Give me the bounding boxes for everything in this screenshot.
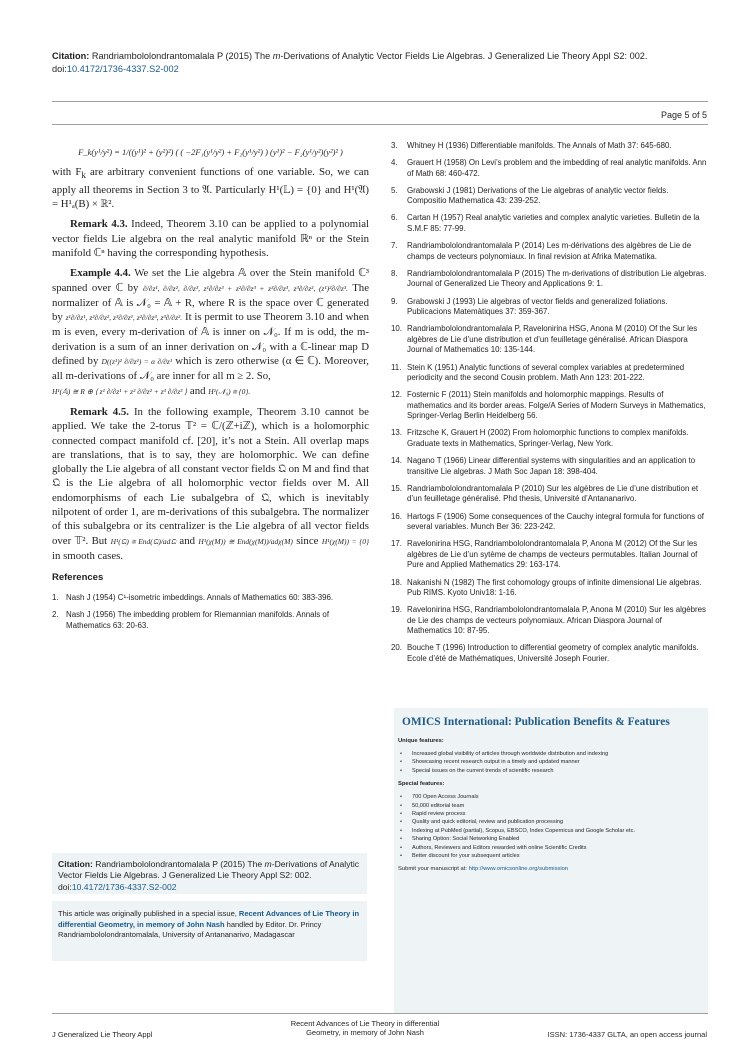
left-column — [52, 141, 369, 637]
example-4-4-cohomology-n0: H¹(𝒩₀) ≅ {0}. — [208, 386, 251, 396]
reference-item: 11. Stein K (1951) Analytic functions of several complex variables at predetermined periodicity and the second Cousin problem. Math Ann 123: 201-222. — [391, 362, 685, 383]
references-list-right — [391, 141, 707, 665]
header-citation-text-b: -Derivations of Analytic Vector Fields Lie Algebras. J Generalized Lie Theory Appl S2: 002. — [280, 51, 648, 61]
header-rule — [52, 101, 708, 102]
remark-4-5-label: Remark 4.5. — [70, 405, 129, 418]
references-heading: References — [52, 572, 104, 584]
reference-item: 12. Fosternic F (2011) Stein manifolds and holomorphic mappings. Results of mathematics and its border areas. Folge/A Series of Modern Surveys in Mathematics, Springer-Verlag Berlin Heidelberg 56. — [391, 390, 706, 421]
reference-item: 17. Ravelonirina HSG, Randriambololondrantomalala P, Anona M (2012) Of the Sur les algèbres de Lie d’un sytème de champs de vecteurs permutables. Italian Journal of Pure and Applied Mathematics 29: 163-174. — [391, 539, 698, 570]
submission-link[interactable]: http://www.omicsonline.org/submission — [468, 866, 569, 873]
special-issue-box: This article was originally published in a special issue, Recent Advances of Lie Theory in differential Geometry, in memory of John Nash handled by Editor. Dr. Princy Randriambololondrantomalala, University of Antananarivo, Madagascar — [52, 901, 367, 961]
remark-4-3: Remark 4.3. Indeed, Theorem 3.10 can be applied to a polynomial vector fields Lie algebra on the real analytic manifold ℝⁿ or the Stein manifold ℂⁿ having the corresponding hypothesis. — [52, 218, 369, 259]
citation-box-doi-link[interactable]: 10.4172/1736-4337.S2-002 — [71, 881, 177, 892]
list-item: • Authors, Reviewers and Editors rewarded with online Scientific Credits — [394, 844, 708, 852]
omics-title: OMICS International: Publication Benefits & Features — [402, 716, 670, 728]
reference-item: 7. Randriambololondrantomalala P (2014) Les m-dérivations des algèbres de Lie de champs de vecteurs polynomiaux. In final revision at Afrika Matematika. — [391, 241, 692, 261]
list-item: • 700 Open Access Journals — [394, 793, 708, 801]
right-column — [391, 141, 707, 671]
reference-item: 5. Grabowski J (1981) Derivations of the Lie algebras of analytic vector fields. Compositio Mathematica 43: 239-252. — [391, 185, 669, 206]
unique-features-label: Unique features: — [398, 738, 444, 744]
reference-item: 9. Grabowski J (1993) Lie algebras of vector fields and generalized foliations. Publicacions Matemàtiques 37: 359-367. — [391, 296, 668, 317]
footer-issn: ISSN: 1736-4337 GLTA, an open access journal — [547, 1030, 707, 1039]
remark-4-5: Remark 4.5. In the following example, Theorem 3.10 cannot be applied. We take the 2-torus 𝕋² = ℂ/(ℤ+iℤ), which is a holomorphic connected compact manifold cf. [20], it’s not a Stein. All overlap maps are translations, that is to say, they are holomorphic. We can define globally the Lie algebra of all constant vector fields 𝔔 on M and find that 𝔔 is the Lie algebra of all holomorphic vector fields over M. All endomorphisms of each Lie subalgebra of 𝔔, which is inevitably nilpotent of order 1, are m-derivations of this subalgebra. The normalizer of this subalgebra or its centralizer is the Lie algebra of all vector fields over 𝕋². But H¹(𝔔) ≅ End(𝔔)/ad𝔔 and H¹(χ(M)) ≅ End(χ(M))/adχ(M) since H¹(χ(M)) = {0} in smooth cases. — [52, 405, 370, 562]
header-citation-text-a: Randriambololondrantomalala P (2015) The — [91, 51, 273, 61]
reference-item: 6. Cartan H (1957) Real analytic varieties and complex analytic varieties. Bulletin de la S.M.F 85: 77-99. — [391, 213, 700, 234]
header-citation-label: Citation: — [52, 51, 90, 61]
reference-item: 8. Randriambololondrantomalala P (2015) The m-derivations of distribution Lie algebras. Journal of Generalized Lie Theory and Applications 9: 1. — [391, 268, 707, 289]
list-item: • 50,000 editorial team — [394, 802, 708, 810]
special-features-list — [394, 793, 708, 860]
list-item: • Indexing at PubMed (partial), Scopus, EBSCO, Index Copernicus and Google Scholar etc. — [394, 827, 708, 835]
paragraph-fk: with $F_k$ are arbitrary convenient functions of one variable. So, we can apply all theorems in Section 3 to 𝔄. Particularly H¹(𝕃) = {0} and H¹(𝔄) = H¹ₐ(B) × ℝ². — [52, 166, 369, 211]
reference-item: 15. Randriambololondrantomalala P (2010) Sur les algèbres de Lie d’une distribution et d’un feuilletage généralisé. Phd thesis, Université d’Antananarivo. — [391, 483, 699, 504]
reference-item: 14. Nagano T (1966) Linear differential systems with singularities and an application to transitive Lie algebras. J Math Soc Japan 18: 398-404. — [391, 456, 696, 476]
page-number: Page 5 of 5 — [660, 110, 707, 120]
list-item: • Sharing Option: Social Networking Enabled — [394, 835, 708, 843]
header-citation-m: m — [272, 51, 281, 61]
reference-item: 13. Fritzsche K, Grauert H (2002) From holomorphic functions to complex manifolds. Graduate texts in Mathematics, Springer-Verlag, New York. — [391, 428, 689, 449]
remark-4-5-formula-2: H¹(χ(M)) ≅ End(χ(M))/adχ(M) — [198, 536, 293, 546]
list-item: • Increased global visibility of articles through worldwide distribution and indexing — [394, 750, 708, 758]
equation-fk: F_k(y¹/y²) = 1/((y¹)² + (y²)²) ( ( −2F₁(y¹/y²) + F₂(y¹/y²) ) (y¹)² − F₂(y¹/y²)(y²)² ) — [78, 147, 343, 157]
list-item: • Special issues on the current trends of scientific research — [394, 767, 708, 775]
example-4-4: Example 4.4. We set the Lie algebra 𝔸 over the Stein manifold ℂ³ spanned over ℂ by ∂/∂z¹, ∂/∂z², ∂/∂z³, z¹∂/∂z³ + z²∂/∂z³ + z³∂/∂z³, z³∂/∂z², (z¹)²∂/∂z³. The normalizer of 𝔸 is 𝒩₀ = 𝔸 + R, where R is the space over ℂ generated by z¹∂/∂z¹, z²∂/∂z², z³∂/∂z¹, z²∂/∂z³, z³∂/∂z². It is permit to use Theorem 3.10 and when m is even, every m-derivation of 𝔸 is inner on 𝒩₀. If m is odd, the m-derivation is a sum of an inner derivation on 𝒩₀ with a ℂ-linear map D defined by D((z¹)² ∂/∂z¹) = α ∂/∂z¹ which is zero otherwise (α ∈ ℂ). Moreover, all m-derivations of 𝒩₀ are inner for all m ≥ 2. So, H¹(𝔸) ≅ R ⊕ ⟨ z¹ ∂/∂z¹ + z² ∂/∂z² + z³ ∂/∂z³ ⟩ and H¹(𝒩₀) ≅ {0}. — [52, 267, 369, 397]
reference-item: 19. Ravelonirina HSG, Randriambololondrantomalala P, Anona M (2010) Sur les algèbres de Lie des champs de vecteurs polynomiaux. African Diaspora Journal of Mathematics 10: 87-95. — [391, 605, 706, 636]
reference-item: 1. Nash J (1954) C¹-isometric imbeddings. Annals of Mathematics 60: 383-396. — [52, 593, 334, 603]
header-doi-link[interactable]: 10.4172/1736-4337.S2-002 — [66, 64, 179, 74]
unique-features-list — [394, 750, 708, 775]
reference-item: 4. Grauert H (1958) On Levi’s problem and the imbedding of real analytic manifolds. Ann of Math 68: 460-472. — [391, 158, 707, 178]
reference-item: 16. Hartogs F (1906) Some consequences of the Cauchy integral formula for functions of several variables. Munch Ber 36: 223-242. — [391, 511, 704, 532]
list-item: • Showcasing recent research output in a timely and updated manner — [394, 758, 708, 766]
references-list-left — [52, 593, 369, 631]
citation-box: Citation: Randriambololondrantomalala P (2015) The m-Derivations of Analytic Vector Fields Lie Algebras. J Generalized Lie Theory Appl S2: 002. doi:10.4172/1736-4337.S2-002 — [52, 853, 367, 894]
omics-content — [394, 738, 708, 872]
citation-box-label: Citation: — [58, 859, 93, 869]
remark-4-3-label: Remark 4.3. — [70, 218, 128, 231]
omics-benefits-box — [394, 708, 708, 1014]
footer-journal: J Generalized Lie Theory Appl — [52, 1030, 153, 1039]
example-4-4-span-formula: ∂/∂z¹, ∂/∂z², ∂/∂z³, z¹∂/∂z³ + z²∂/∂z³ + z³∂/∂z³, z³∂/∂z², (z¹)²∂/∂z³. — [142, 283, 348, 293]
list-item: • Quality and quick editorial, review and publication processing — [394, 818, 708, 826]
example-4-4-map-d: D((z¹)² ∂/∂z¹) = α ∂/∂z¹ — [101, 357, 173, 367]
special-features-label: Special features: — [398, 781, 445, 788]
remark-4-5-formula-1: H¹(𝔔) ≅ End(𝔔)/ad𝔔 — [110, 536, 177, 546]
page-rule — [52, 124, 708, 125]
reference-item: 18. Nakanishi N (1982) The first cohomology groups of infinite dimensional Lie algebras. Pub RIMS. Kyoto Univ18: 1-16. — [391, 577, 702, 598]
submit-manuscript: Submit your manuscript at: http://www.omicsonline.org/submission — [398, 866, 569, 873]
example-4-4-label: Example 4.4. — [70, 267, 131, 280]
special-issue-link[interactable]: Recent Advances of Lie Theory in differential Geometry, in memory of John Nash — [58, 909, 360, 929]
footer-rule — [52, 1013, 708, 1014]
remark-4-5-formula-3: H¹(χ(M)) = {0} — [321, 536, 370, 546]
reference-item: 20. Bouche T (1996) Introduction to differential geometry of complex analytic manifolds. Ecole d’été de Mathématiques, Université Joseph Fourier. — [391, 643, 699, 664]
reference-item: 3. Whitney H (1936) Differentiable manifolds. The Annals of Math 37: 645-680. — [391, 141, 672, 150]
header-doi-prefix: doi: — [52, 64, 67, 74]
example-4-4-cohomology-a: H¹(𝔸) ≅ R ⊕ ⟨ z¹ ∂/∂z¹ + z² ∂/∂z² + z³ ∂/∂z³ ⟩ — [52, 386, 188, 396]
list-item: • Better discount for your subsequent articles — [394, 852, 708, 860]
reference-item: 10. Randriambololondrantomalala P, Ravelonirina HSG, Anona M (2010) Of the Sur les algèbres de Lie d’une distribution et d’un feuilletage généralisé. African Diaspora Journal of Mathematics 10: 135-144. — [391, 324, 698, 355]
footer-issue-title: Recent Advances of Lie Theory in differential Geometry, in memory of John Nash — [290, 1019, 440, 1038]
example-4-4-generators: z¹∂/∂z¹, z²∂/∂z², z³∂/∂z¹, z²∂/∂z³, z³∂/∂z². — [65, 313, 183, 323]
header-citation — [52, 50, 712, 76]
list-item: • Rapid review process — [394, 810, 708, 818]
reference-item: 2. Nash J (1956) The imbedding problem for Riemannian manifolds. Annals of Mathematics 63: 20-63. — [52, 610, 330, 630]
